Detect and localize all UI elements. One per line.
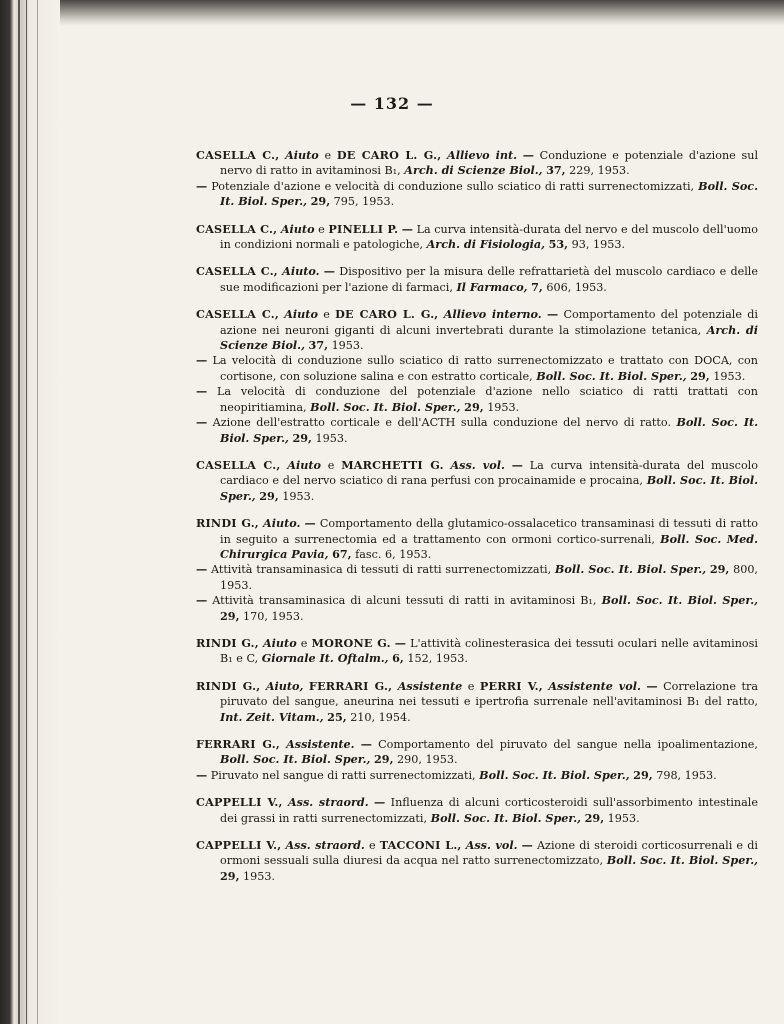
page-year: 170, 1953. (243, 609, 304, 623)
page-year: 1953. (243, 869, 276, 883)
separator-dash: — (196, 415, 208, 430)
article-title: Comportamento del piruvato del sangue nella ipoalimentazione, (378, 738, 758, 751)
binding-line (37, 0, 38, 1024)
author-role: Ass. straord. (288, 795, 369, 810)
author-name: CAPPELLI V., (196, 795, 283, 810)
article-title: Azione dell'estratto corticale e dell'ACTH sulla conduzione del nervo di ratto. (212, 416, 672, 430)
author-name: FERRARI G., (196, 737, 280, 751)
journal-name: Int. Zeit. Vitam., (220, 709, 324, 724)
author-role: Assistente vol. (548, 678, 641, 693)
article-title: La velocità di conduzione del potenziale d'azione nello sciatico di ratti trattati con neopiritiamina, (217, 385, 759, 414)
journal-volume: 29, (310, 194, 331, 209)
conjunction: e (318, 222, 325, 236)
entry-main (196, 458, 758, 504)
separator-dash: — (196, 562, 208, 577)
page-year: 229, 1953. (569, 164, 630, 178)
entry-main (196, 795, 758, 826)
author-role: Aiuto. (263, 516, 301, 531)
author-role: Aiuto (284, 307, 318, 322)
article-title: Attività transaminasica di alcuni tessuti di ratti in avitaminosi B₁, (212, 594, 597, 608)
author-name: PERRI V., (479, 678, 543, 693)
separator-dash: — (646, 678, 658, 693)
conjunction: e (327, 458, 335, 472)
article-title: Comportamento della glutamico-ossalacetico transaminasi di tessuti di ratto in seguito a surrenectomia ed a trattamento con ormoni cortico-surrenali, (220, 517, 759, 546)
author-name: CASELLA C., (196, 148, 280, 162)
separator-dash: — (521, 838, 533, 853)
separator-dash: — (196, 384, 208, 399)
article-title: Comportamento del potenziale di azione nei neuroni giganti di alcuni invertebrati durante la stimolazione tetanica, (220, 308, 758, 337)
journal-name: Boll. Soc. It. Biol. Sper., (430, 810, 582, 825)
page-number: — 132 — (350, 94, 434, 113)
separator-dash: — (522, 148, 534, 162)
journal-volume: 29, (633, 767, 653, 782)
journal-name: Boll. Soc. It. Biol. Sper., (220, 752, 371, 767)
entry-main (196, 679, 758, 725)
author-name: MORONE G. (311, 635, 391, 650)
journal-name: Boll. Soc. It. Biol. Sper., (220, 473, 758, 503)
journal-volume: 29, (220, 608, 240, 623)
author-name: RINDI G., (196, 678, 261, 693)
entry-main (196, 307, 758, 353)
article-title: Potenziale d'azione e velocità di conduzione sullo sciatico di ratti surrenectomizzati, (211, 179, 695, 193)
journal-volume: 29, (584, 810, 605, 825)
author-role: Aiuto. (282, 264, 320, 279)
entry-sub (196, 415, 758, 446)
journal-name: Boll. Soc. It. Biol. Sper., (554, 562, 707, 577)
journal-volume: 29, (259, 488, 279, 503)
journal-name: Boll. Soc. It. Biol. Sper., (606, 853, 758, 868)
journal-volume: 29, (374, 752, 394, 767)
author-name: RINDI G., (196, 635, 259, 650)
journal-name: Boll. Soc. It. Biol. Sper., (536, 368, 687, 383)
page-year: 290, 1953. (397, 753, 458, 767)
journal-name: Boll. Soc. Med. Chirurgica Pavia, (220, 531, 758, 561)
conjunction: e (323, 308, 330, 322)
article-title: L'attività colinesterasica dei tessuti oculari nelle avitaminosi B₁ e C, (220, 636, 758, 666)
conjunction: e (368, 839, 376, 853)
bibliography-entry (196, 148, 758, 210)
journal-name: Arch. di Fisiologia, (426, 237, 546, 252)
journal-volume: 6, (392, 651, 404, 666)
page-year: 152, 1953. (407, 652, 468, 666)
journal-volume: 29, (220, 868, 240, 883)
page-year: 1953. (331, 339, 364, 353)
page-year: 795, 1953. (333, 195, 395, 209)
bibliography-entry (196, 516, 758, 624)
separator-dash: — (401, 221, 413, 236)
separator-dash: — (196, 353, 208, 368)
author-name: CASELLA C., (196, 307, 279, 322)
author-role: Ass. straord. (285, 838, 365, 853)
bibliography-entry (196, 222, 758, 253)
page-year: 606, 1953. (546, 280, 607, 294)
journal-volume: 25, (327, 709, 347, 724)
author-name: RINDI G., (196, 516, 259, 531)
entry-sub (196, 384, 758, 415)
bibliography-entry (196, 679, 758, 725)
author-name: FERRARI G., (308, 678, 393, 693)
bibliography-entry (196, 795, 758, 826)
page-year: 1953. (315, 431, 348, 445)
article-title: Attività transaminasica di tessuti di ratti surrenectomizzati, (210, 563, 552, 577)
bibliography-entry (196, 458, 758, 504)
binding-line (26, 0, 27, 1024)
entry-main (196, 264, 758, 295)
article-title: Correlazione tra piruvato del sangue, aneurina nei tessuti e ipertrofia surrenale nell'avitaminosi B₁ del ratto, (220, 679, 758, 709)
article-title: Dispositivo per la misura delle refrattarietà del muscolo cardiaco e delle sue modificazioni per l'azione di farmaci, (220, 265, 758, 294)
author-role: Aiuto (287, 457, 321, 472)
bibliography-entry (196, 636, 758, 667)
binding-line (18, 0, 20, 1024)
author-name: CASELLA C., (196, 221, 278, 236)
separator-dash: — (511, 457, 523, 472)
separator-dash: — (360, 737, 372, 751)
author-name: DE CARO L. G., (336, 148, 442, 162)
page-year: 210, 1954. (350, 710, 411, 724)
journal-name: Giornale It. Oftalm., (261, 651, 389, 666)
bibliography-list (196, 148, 758, 896)
article-title: Influenza di alcuni corticosteroidi sull'assorbimento intestinale dei grassi in ratti surrenectomizzati, (220, 796, 758, 825)
author-role: Aiuto, (265, 678, 304, 693)
journal-volume: 67, (332, 546, 352, 561)
author-role: Aiuto (285, 148, 319, 162)
page-year: fasc. 6, 1953. (355, 547, 432, 561)
bibliography-entry (196, 264, 758, 295)
article-title: Azione di steroidi corticosurrenali e di ormoni sessuali sulla diuresi da acqua nel ratto surrenectomizzato, (220, 839, 758, 868)
page-year: 93, 1953. (571, 238, 626, 252)
journal-name: Il Farmaco, (456, 279, 528, 294)
journal-volume: 29, (709, 562, 730, 577)
separator-dash: — (323, 264, 335, 279)
journal-volume: 53, (548, 237, 569, 252)
author-name: CASELLA C., (196, 457, 281, 472)
author-name: MARCHETTI G. (341, 457, 444, 472)
author-name: DE CARO L. G., (335, 307, 439, 322)
author-role: Assistente (397, 678, 463, 693)
separator-dash: — (394, 635, 406, 650)
page-year: 1953. (487, 400, 520, 414)
journal-volume: 29, (464, 399, 484, 414)
bibliography-entry (196, 307, 758, 446)
article-title: La curva intensità-durata del muscolo cardiaco e del nervo sciatico di rana perfusi con procainamide e procaina, (220, 458, 758, 488)
author-role: Ass. vol. (450, 457, 505, 472)
separator-dash: — (304, 516, 316, 531)
author-name: TACCONI L., (379, 838, 462, 853)
entry-main (196, 516, 758, 562)
page-year: 1953. (607, 811, 640, 825)
journal-name: Arch. di Scienze Biol., (220, 322, 759, 353)
journal-name: Arch. di Scienze Biol., (404, 163, 543, 178)
scan-binding-shadow (0, 0, 60, 1024)
entry-main (196, 737, 758, 768)
article-title: Conduzione e potenziale d'azione sul nervo di ratto in avitaminosi B₁, (220, 149, 759, 178)
separator-dash: — (374, 795, 386, 810)
entry-sub (196, 768, 758, 783)
journal-volume: 29, (690, 368, 710, 383)
entry-main (196, 222, 758, 253)
author-name: PINELLI P. (328, 221, 399, 236)
author-role: Aiuto (280, 221, 315, 236)
page-year: 1953. (282, 489, 315, 503)
journal-name: Boll. Soc. It. Biol. Sper., (479, 767, 630, 782)
journal-volume: 7, (531, 279, 543, 294)
separator-dash: — (196, 593, 208, 608)
journal-name: Boll. Soc. It. Biol. Sper., (310, 399, 461, 414)
author-role: Allievo int. (447, 148, 518, 162)
journal-volume: 29, (292, 430, 312, 445)
author-role: Aiuto (262, 635, 297, 650)
separator-dash: — (196, 767, 208, 782)
journal-name: Boll. Soc. It. Biol. Sper., (220, 415, 759, 445)
journal-volume: 37, (546, 163, 566, 178)
article-title: La velocità di conduzione sullo sciatico di ratto surrenectomizzato e trattato con DOCA, con cortisone, con soluzione salina e con estratto corticale, (212, 354, 758, 383)
bibliography-entry (196, 737, 758, 783)
conjunction: e (300, 636, 308, 650)
entry-sub (196, 593, 758, 624)
article-title: La curva intensità-durata del nervo e del muscolo dell'uomo in condizioni normali e patologiche, (220, 222, 758, 252)
entry-main (196, 148, 758, 179)
author-role: Allievo interno. (443, 307, 542, 322)
journal-name: Boll. Soc. It. Biol. Sper., (220, 178, 758, 209)
page-year: 800, 1953. (220, 563, 758, 592)
entry-main (196, 838, 758, 884)
journal-name: Boll. Soc. It. Biol. Sper., (601, 593, 759, 608)
conjunction: e (324, 149, 332, 162)
entry-sub (196, 179, 758, 210)
author-name: CAPPELLI V., (196, 838, 282, 853)
page-year: 798, 1953. (656, 768, 717, 782)
author-name: CASELLA C., (196, 264, 278, 279)
page-year: 1953. (713, 369, 746, 383)
article-title: Piruvato nel sangue di ratti surrenectomizzati, (210, 768, 476, 782)
bibliography-entry (196, 838, 758, 884)
author-role: Assistente. (286, 737, 355, 751)
entry-sub (196, 353, 758, 384)
author-role: Ass. vol. (465, 838, 518, 853)
scan-top-edge (0, 0, 784, 26)
journal-volume: 37, (308, 338, 328, 353)
entry-main (196, 636, 758, 667)
separator-dash: — (547, 307, 559, 322)
conjunction: e (467, 679, 475, 693)
separator-dash: — (196, 178, 208, 193)
entry-sub (196, 562, 758, 593)
